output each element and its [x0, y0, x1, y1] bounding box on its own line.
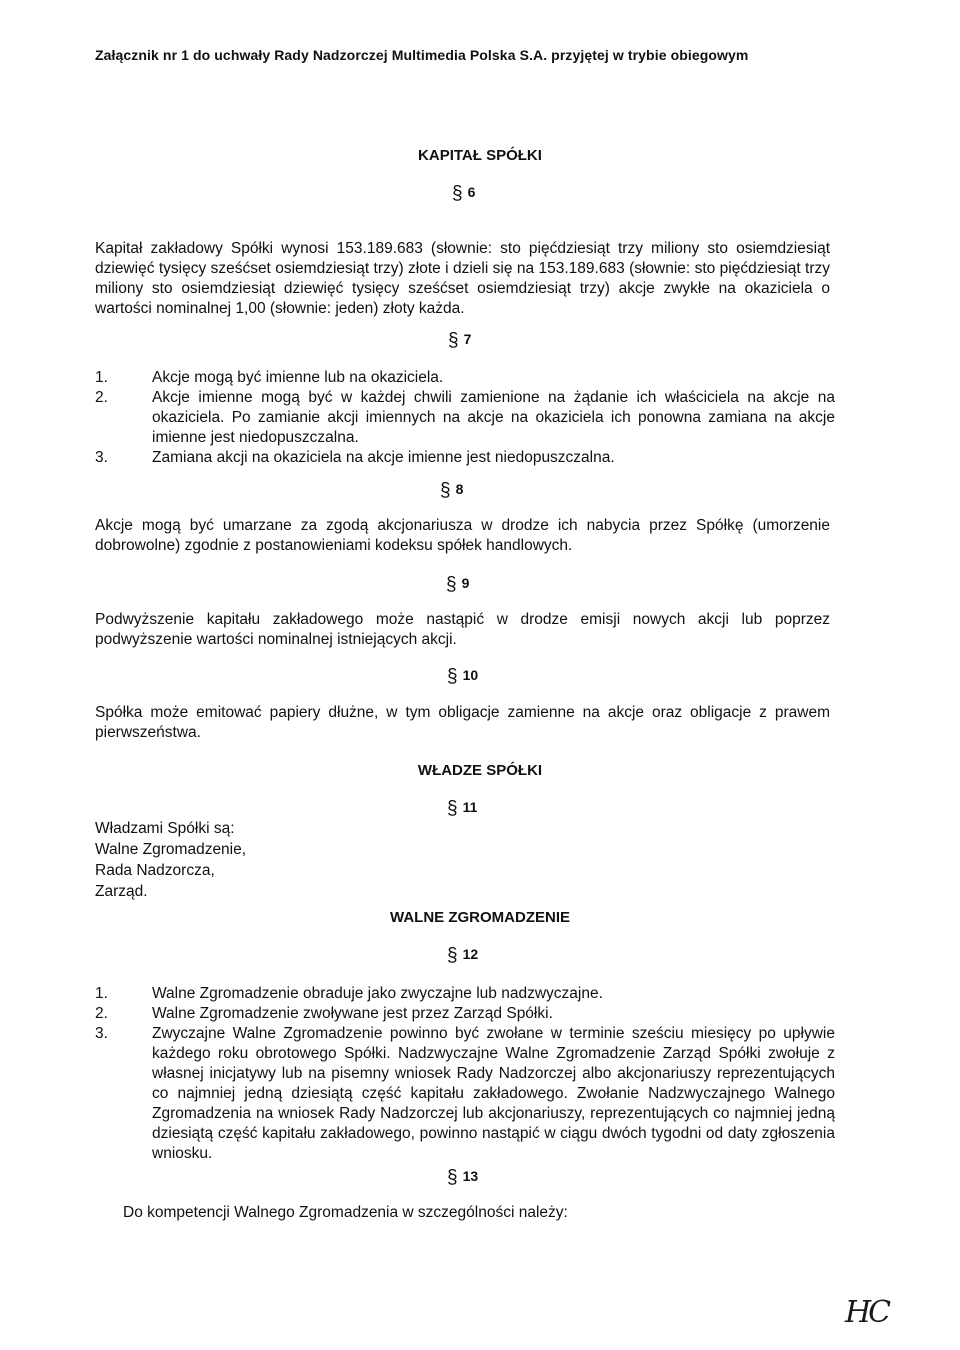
- paragraph-9-label: [446, 574, 469, 596]
- list-item-number: 3.: [95, 449, 108, 466]
- section-heading-kapital: KAPITAŁ SPÓŁKI: [418, 147, 542, 164]
- paragraph-13-label: [447, 1167, 478, 1189]
- section-symbol: §: [447, 798, 458, 819]
- list-item-text: Zamiana akcji na okaziciela na akcje imienne jest niedopuszczalna.: [152, 449, 615, 466]
- paragraph-6-text: Kapitał zakładowy Spółki wynosi 153.189.683 (słownie: sto pięćdziesiąt trzy miliony sto osiemdziesiąt dziewięć tysięcy sześćset osiemdziesiąt trzy) złote i dzieli się na 153.189.683 (słownie: sto pięćdziesiąt trzy miliony sto osiemdziesiąt dziewięć tysięcy sześćset osiemdziesiąt trzy) akcje zwykłe na okaziciela o wartości nominalnej 1,00 (słownie: jeden) złoty każda.: [95, 240, 830, 317]
- list-item: [95, 1004, 835, 1024]
- authority-item: Rada Nadzorcza,: [95, 862, 215, 879]
- list-item-text: Walne Zgromadzenie obraduje jako zwyczajne lub nadzwyczajne.: [152, 985, 603, 1002]
- authorities-intro: Władzami Spółki są:: [95, 820, 235, 837]
- section-symbol: §: [452, 183, 463, 204]
- authority-item: Zarząd.: [95, 883, 148, 900]
- paragraph-number: 10: [462, 667, 479, 683]
- list-item: [95, 984, 835, 1004]
- section-symbol: §: [447, 666, 458, 687]
- section-symbol: §: [446, 574, 457, 595]
- list-item: [95, 448, 835, 468]
- paragraph-number: 8: [455, 481, 464, 497]
- list-item-number: 2.: [95, 1005, 108, 1022]
- section-heading-wladze: WŁADZE SPÓŁKI: [417, 762, 543, 779]
- paragraph-number: 6: [467, 184, 476, 200]
- paragraph-12-list: [95, 984, 835, 1164]
- list-item: [95, 388, 835, 448]
- paragraph-13-text: Do kompetencji Walnego Zgromadzenia w szczególności należy:: [123, 1204, 568, 1221]
- paragraph-number: 7: [463, 331, 472, 347]
- paragraph-7-list: [95, 368, 835, 468]
- list-item-number: 2.: [95, 389, 108, 406]
- list-item-text: Zwyczajne Walne Zgromadzenie powinno być zwołane w terminie sześciu miesięcy po upływie każdego roku obrotowego Spółki. Nadzwyczajne Walne Zgromadzenie Zarząd Spółki zwołuje z własnej inicjatywy lub na pisemny wniosek Rady Nadzorczej albo akcjonariuszy reprezentujących co najmniej jedną dziesiątą część kapitału zakładowego. Zwołanie Nadzwyczajnego Walnego Zgromadzenia na wniosek Rady Nadzorczej lub akcjonariuszy, reprezentujących co najmniej jedną dziesiątą część kapitału zakładowego, powinno nastąpić w ciągu dwóch tygodni od daty zgłoszenia wniosku.: [152, 1025, 835, 1162]
- authority-item: Walne Zgromadzenie,: [95, 841, 247, 858]
- paragraph-10-label: [447, 666, 478, 688]
- paragraph-9-text: Podwyższenie kapitału zakładowego może nastąpić w drodze emisji nowych akcji lub poprzez podwyższenie wartości nominalnej istniejących akcji.: [95, 611, 830, 648]
- paragraph-8-label: [440, 480, 463, 502]
- paragraph-number: 11: [462, 799, 478, 815]
- paragraph-7-label: [448, 330, 471, 352]
- paragraph-11-text: [95, 818, 246, 902]
- paragraph-number: 13: [462, 1168, 479, 1184]
- list-item: [95, 368, 835, 388]
- section-symbol: §: [447, 945, 458, 966]
- section-symbol: §: [447, 1167, 458, 1188]
- section-symbol: §: [448, 330, 459, 351]
- list-item-text: Akcje imienne mogą być w każdej chwili zamienione na żądanie ich właściciela na akcje na okaziciela. Po zamianie akcji imiennych na akcje na okaziciela ich ponowna zamiana na akcje imienne jest niedopuszczalna.: [152, 389, 835, 446]
- paragraph-12-label: [447, 945, 478, 967]
- handwritten-initials: HC: [845, 1295, 889, 1330]
- paragraph-6-label: [452, 183, 475, 205]
- list-item: [95, 1024, 835, 1164]
- list-item-number: 1.: [95, 985, 108, 1002]
- list-item-text: Akcje mogą być imienne lub na okaziciela.: [152, 369, 444, 386]
- list-item-number: 3.: [95, 1025, 108, 1042]
- paragraph-number: 12: [462, 946, 479, 962]
- paragraph-8-text: Akcje mogą być umarzane za zgodą akcjonariusza w drodze ich nabycia przez Spółkę (umorzenie dobrowolne) zgodnie z postanowieniami kodeksu spółek handlowych.: [95, 517, 830, 554]
- section-heading-walne: WALNE ZGROMADZENIE: [390, 909, 570, 926]
- paragraph-10-text: Spółka może emitować papiery dłużne, w tym obligacje zamienne na akcje oraz obligacje z prawem pierwszeństwa.: [95, 704, 830, 741]
- section-symbol: §: [440, 480, 451, 501]
- list-item-number: 1.: [95, 369, 108, 386]
- document-header: Załącznik nr 1 do uchwały Rady Nadzorczej Multimedia Polska S.A. przyjętej w trybie obiegowym: [95, 47, 749, 63]
- paragraph-number: 9: [461, 575, 470, 591]
- paragraph-11-label: [447, 798, 477, 820]
- list-item-text: Walne Zgromadzenie zwoływane jest przez Zarząd Spółki.: [152, 1005, 553, 1022]
